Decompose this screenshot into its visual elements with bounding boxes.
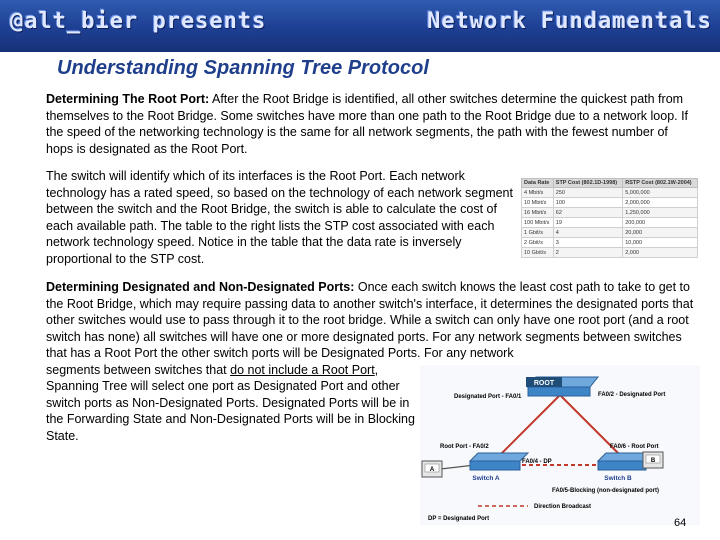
narrow-text-b: , Spanning Tree will select one port as Designated Port and other switch ports as Non-Designated Ports. Designated Ports will be in the Forwarding State and Non-Designated Ports will be in Blocking State. [46,362,415,443]
table-cell: 5,000,000 [623,188,698,198]
fa06-root-port-label: FA0/6 - Root Port [610,444,659,450]
designated-ports-continued [46,362,418,445]
fa04-dp-label: FA0/4 - DP [522,459,552,465]
table-row [522,248,698,258]
root-port-heading: Determining The Root Port: [46,92,210,106]
switch-b-label: Switch B [604,475,632,482]
table-cell: 3 [553,238,622,248]
table-cell: 10,000 [623,238,698,248]
table-cell: 4 [553,228,622,238]
table-row [522,218,698,228]
table-header-row [522,179,698,188]
header-banner [0,0,720,52]
table-cell: 100 [553,198,622,208]
root-switch-icon [526,377,598,396]
table-row [522,228,698,238]
root-port-paragraph [46,91,696,157]
table-cell: 20,000 [623,228,698,238]
switch-a-label: Switch A [472,475,500,482]
table-cell: 4 Mbit/s [522,188,554,198]
root-label: ROOT [533,380,555,387]
table-cell: 62 [553,208,622,218]
table-row [522,208,698,218]
cost-paragraph: The switch will identify which of its interfaces is the Root Port. Each network technology has a rated speed, so based on the technology of each network segment between the switch and the Root Bridge, the switch is able to calculate the cost of each available path. The table to the right lists the STP cost associated with each network technology speed. Notice in the table that the data rate is inversely proportional to the STP cost. [46,169,513,266]
brand-text: @alt_bier presents [10,9,267,34]
designated-port-fa01-label: Designated Port - FA0/1 [454,394,522,400]
page-number: 64 [674,517,687,529]
table-cell: 2 [553,248,622,258]
underlined-phrase: do not include a Root Port [230,362,375,377]
stp-cost-table [521,178,698,258]
blocking-port-label: FA0/5-Blocking (non-designated port) [552,488,660,494]
table-cell: 2 Gbit/s [522,238,554,248]
table-cell: 100 Mbit/s [522,218,554,228]
host-a-icon [422,461,442,477]
direction-legend-label: Direction Broadcast [534,504,592,510]
table-row [522,238,698,248]
narrow-text-a: segments between switches that [46,362,231,377]
table-cell: 19 [553,218,622,228]
fa02-designated-port-label: FA0/2 - Designated Port [598,392,666,398]
table-cell: 10 Mbit/s [522,198,554,208]
root-port-text: After the Root Bridge is identified, all other switches determine the quickest path from themselves to the Root Bridge. Some switches have more than one path to the Root Bridge due to a network loop. If the speed of the networking technology is the same for all network segments, the path with the fewest number of hops is designated as the Root Port. [46,92,689,156]
dp-legend-label: DP = Designated Port [428,516,490,522]
column-header: RSTP Cost (802.1W-2004) [623,179,698,188]
table-cell: 1 Gbit/s [522,228,554,238]
series-title: Network Fundamentals [427,9,712,34]
table-row [522,198,698,208]
table-cell: 2,000 [623,248,698,258]
table-cell: 16 Mbit/s [522,208,554,218]
root-port-fa02-label: Root Port - FA0/2 [440,444,489,450]
designated-ports-text: Once each switch knows the least cost path to take to get to the Root Bridge, which may require passing data to another switch's interface, it determines the designated ports that other switches would use to pass through it to the root bridge. While a switch can only have one root port (and a root switch has none) all switches will have one or more designated ports. For any network segments between switches that has a Root Port the other switch ports will be Designated Ports. For any network [46,280,694,360]
table-row [522,188,698,198]
table-cell: 250 [553,188,622,198]
table-cell: 10 Gbit/s [522,248,554,258]
designated-ports-intro [46,279,696,362]
table-cell: 1,250,000 [623,208,698,218]
slide-title: Understanding Spanning Tree Protocol [57,57,429,79]
table-cell: 200,000 [623,218,698,228]
host-b-label: B [650,458,656,464]
designated-ports-heading: Determining Designated and Non-Designated Ports: [46,280,355,294]
table-cell: 2,000,000 [623,198,698,208]
host-b-icon [643,452,663,468]
column-header: STP Cost (802.1D-1998) [553,179,622,188]
stp-topology-diagram [420,365,700,525]
host-a-label: A [429,467,435,473]
column-header: Data Rate [522,179,554,188]
